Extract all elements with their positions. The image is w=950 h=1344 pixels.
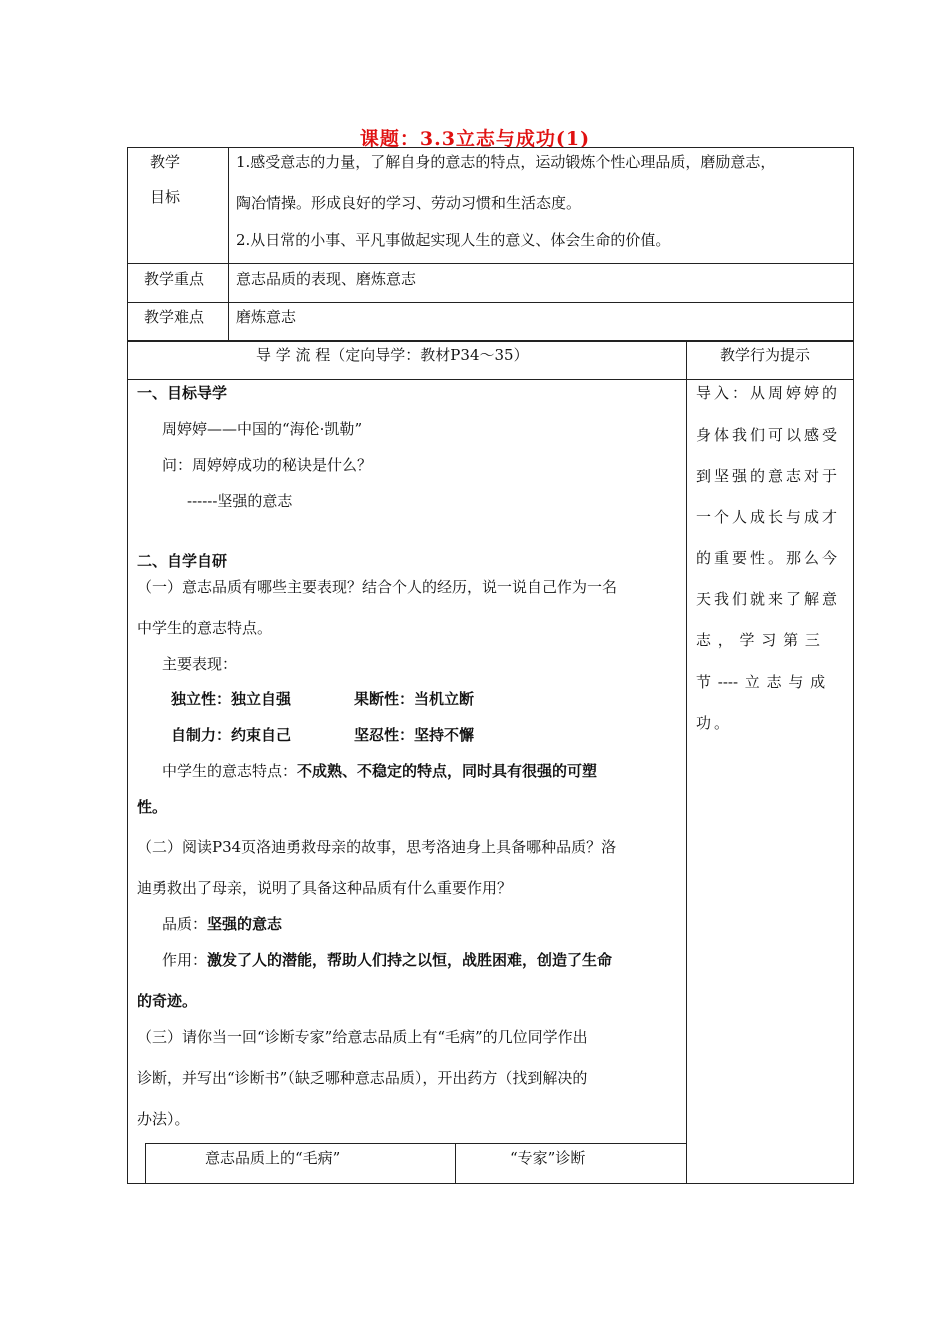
hint-line: 天我们就来了解意 <box>696 590 841 608</box>
hint-line: 身体我们可以感受 <box>696 426 841 444</box>
trait-perseverance: 坚忍性：坚持不懈 <box>354 726 475 744</box>
section1-title: 一、目标导学 <box>137 384 228 402</box>
diagnosis-col-problem: 意志品质上的“毛病” <box>205 1149 341 1167</box>
question3-line1: （三）请你当一回“诊断专家”给意志品质上有“毛病”的几位同学作出 <box>137 1028 588 1046</box>
effect-line1 <box>162 953 612 968</box>
quality-line <box>162 917 282 932</box>
effect-line2: 的奇迹。 <box>137 992 198 1010</box>
trait-self-control: 自制力：约束自己 <box>171 726 292 744</box>
question1-line2: 中学生的意志特点。 <box>137 619 273 637</box>
quality-answer: 坚强的意志 <box>207 915 283 933</box>
objectives-label-1: 教学 <box>150 153 181 171</box>
diagnosis-col-expert: “专家”诊断 <box>510 1149 586 1167</box>
main-traits-label: 主要表现： <box>162 655 238 673</box>
objectives-line-2: 陶冶情操。形成良好的学习、劳动习惯和生活态度。 <box>236 194 582 212</box>
trait-independence: 独立性：独立自强 <box>171 690 292 708</box>
question2-line1: （二）阅读P34页洛迪勇救母亲的故事，思考洛迪身上具备哪种品质？洛 <box>137 838 617 856</box>
student-traits-line1 <box>162 764 597 779</box>
student-traits-answer: 不成熟、不稳定的特点，同时具有很强的可塑 <box>297 762 598 780</box>
effect-label: 作用： <box>162 951 208 969</box>
objectives-line-3: 2.从日常的小事、平凡事做起实现人生的意义、体会生命的价值。 <box>236 231 671 249</box>
objectives-label-2: 目标 <box>150 188 181 206</box>
hint-line: 节 ---- 立 志 与 成 <box>696 673 826 691</box>
hint-line: 志 ， 学 习 第 三 <box>696 631 820 649</box>
effect-answer: 激发了人的潜能，帮助人们持之以恒，战胜困难，创造了生命 <box>207 951 613 969</box>
hint-line: 的重要性。那么今 <box>696 549 841 567</box>
difficulty-label: 教学难点 <box>144 308 205 326</box>
quality-label: 品质： <box>162 915 208 933</box>
question3-line3: 办法）。 <box>137 1110 190 1128</box>
flow-header-left: 导 学 流 程（定向导学：教材P34～35） <box>256 346 529 364</box>
question3-line2: 诊断，并写出“诊断书”（缺乏哪种意志品质），开出药方（找到解决的 <box>137 1069 588 1087</box>
hint-line: 功。 <box>696 714 733 732</box>
hint-line: 到坚强的意志对于 <box>696 467 841 485</box>
trait-decisiveness: 果断性：当机立断 <box>354 690 475 708</box>
section2-title: 二、自学自研 <box>137 552 228 570</box>
key-point-value: 意志品质的表现、磨炼意志 <box>236 270 417 288</box>
page-title: 课题：3.3立志与成功(1) <box>359 128 591 150</box>
section1-line1: 周婷婷——中国的“海伦·凯勒” <box>162 420 363 438</box>
student-traits-prefix: 中学生的意志特点： <box>162 762 298 780</box>
question2-line2: 迪勇救出了母亲，说明了具备这种品质有什么重要作用？ <box>137 879 513 897</box>
hint-line: 导入：从周婷婷的 <box>696 384 841 402</box>
question1-line1: （一）意志品质有哪些主要表现？结合个人的经历，说一说自己作为一名 <box>137 578 618 596</box>
flow-header-right: 教学行为提示 <box>720 346 811 364</box>
key-point-label: 教学重点 <box>144 270 205 288</box>
section1-line2: 问：周婷婷成功的秘诀是什么？ <box>162 456 373 474</box>
difficulty-value: 磨炼意志 <box>236 308 297 326</box>
student-traits-line2: 性。 <box>137 798 168 816</box>
hint-line: 一个人成长与成才 <box>696 508 841 526</box>
section1-line3: ------坚强的意志 <box>187 492 293 510</box>
objectives-line-1: 1.感受意志的力量，了解自身的意志的特点，运动锻炼个性心理品质，磨励意志， <box>236 153 776 171</box>
